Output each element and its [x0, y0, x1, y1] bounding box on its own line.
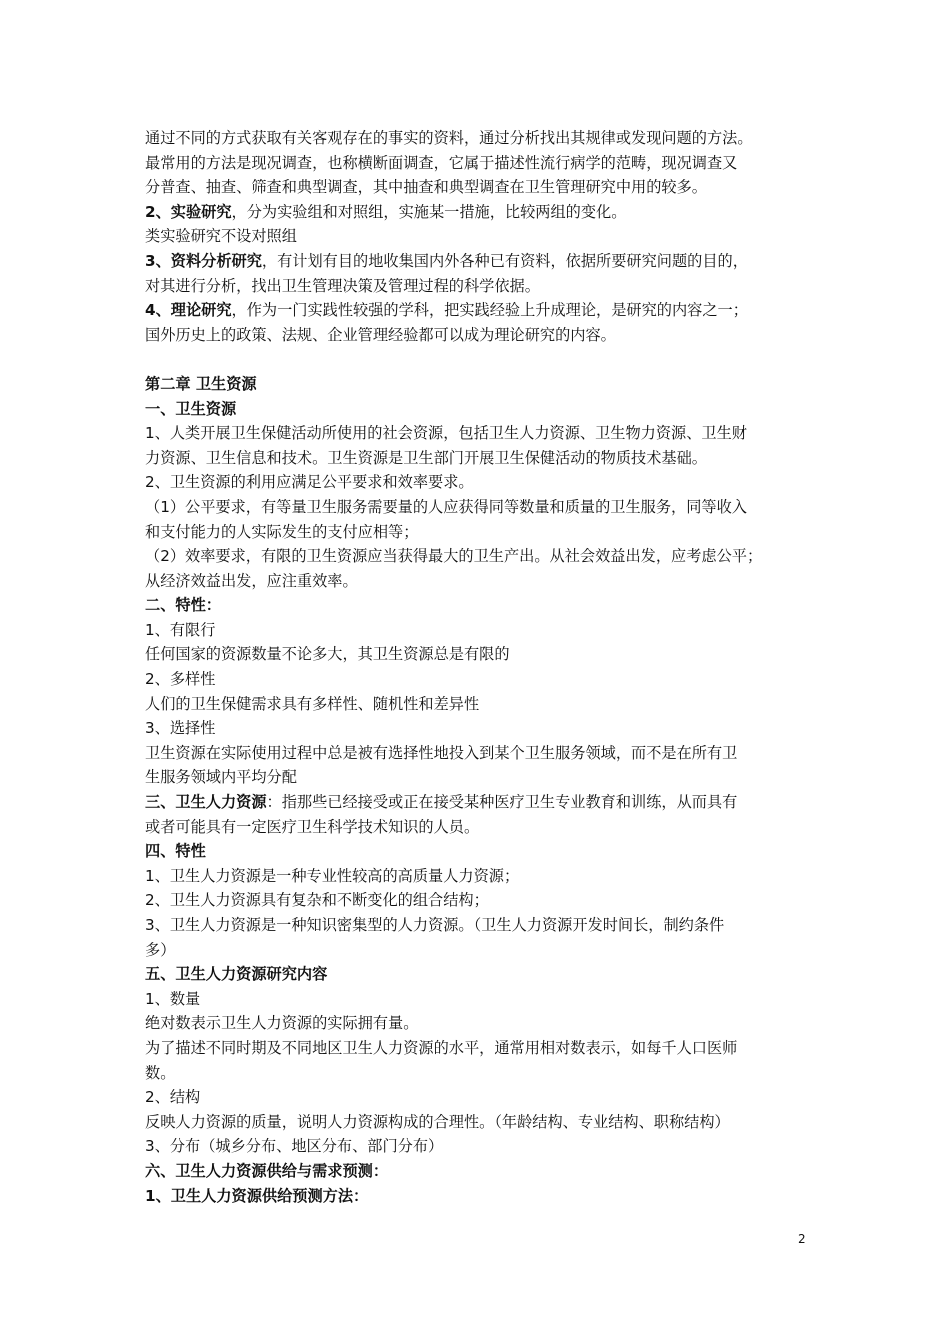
text-line: [145, 470, 817, 495]
body-text: 为了描述不同时期及不同地区卫生人力资源的水平，通常用相对数表示，如每千人口医师: [145, 1038, 738, 1057]
body-text: ，有计划有目的地收集国内外各种已有资料，依据所要研究问题的目的，: [261, 251, 748, 270]
body-text: 1、数量: [145, 989, 201, 1008]
text-line: [145, 274, 817, 299]
text-line: [145, 446, 817, 471]
text-line: [145, 569, 817, 594]
text-line: [145, 790, 817, 815]
body-text: 绝对数表示卫生人力资源的实际拥有量。: [145, 1014, 419, 1033]
text-line: [145, 249, 817, 274]
bold-heading-text: 五、卫生人力资源研究内容: [145, 965, 328, 984]
body-text: 数。: [145, 1063, 176, 1082]
body-text: 2、卫生人力资源具有复杂和不断变化的组合结构；: [145, 891, 489, 910]
body-text: 生服务领域内平均分配: [145, 768, 297, 787]
text-line: [145, 298, 817, 323]
text-line: [145, 1036, 817, 1061]
body-text: 或者可能具有一定医疗卫生科学技术知识的人员。: [145, 817, 480, 836]
bold-heading-text: 3、资料分析研究: [145, 251, 262, 270]
bold-heading-text: 六、卫生人力资源供给与需求预测：: [145, 1161, 388, 1180]
body-text: 1、卫生人力资源是一种专业性较高的高质量人力资源；: [145, 866, 520, 885]
body-text: 人们的卫生保健需求具有多样性、随机性和差异性: [145, 694, 480, 713]
body-text: 国外历史上的政策、法规、企业管理经验都可以成为理论研究的内容。: [145, 325, 616, 344]
body-text: ：指那些已经接受或正在接受某种医疗卫生专业教育和训练，从而具有: [266, 793, 738, 812]
text-line: [145, 938, 817, 963]
text-line: [145, 544, 817, 569]
body-text: 2、结构: [145, 1088, 201, 1107]
text-line: [145, 520, 817, 545]
body-text: ，作为一门实践性较强的学科，把实践经验上升成理论，是研究的内容之一；: [231, 301, 748, 320]
body-text: 通过不同的方式获取有关客观存在的事实的资料，通过分析找出其规律或发现问题的方法。: [145, 129, 753, 147]
bold-heading-text: 4、理论研究: [145, 301, 232, 320]
bold-heading-text: 2、实验研究: [145, 202, 232, 221]
body-text: （2）效率要求，有限的卫生资源应当获得最大的卫生产出。从社会效益出发，应考虑公平；: [145, 547, 763, 566]
body-text: 力资源、卫生信息和技术。卫生资源是卫生部门开展卫生保健活动的物质技术基础。: [145, 448, 707, 467]
body-text: 最常用的方法是现况调查，也称横断面调查，它属于描述性流行病学的范畴，现况调查又: [145, 153, 738, 172]
text-line: [145, 839, 817, 864]
body-text: 对其进行分析，找出卫生管理决策及管理过程的科学依据。: [145, 276, 540, 295]
body-text: 2、卫生资源的利用应满足公平要求和效率要求。: [145, 473, 474, 492]
text-line: [145, 913, 817, 938]
text-line: [145, 175, 817, 200]
bold-heading-text: 一、卫生资源: [145, 399, 237, 418]
body-text: 反映人力资源的质量，说明人力资源构成的合理性。（年龄结构、专业结构、职称结构）: [145, 1112, 730, 1131]
text-line: [145, 987, 817, 1012]
text-line: [145, 323, 817, 348]
body-text: 卫生资源在实际使用过程中总是被有选择性地投入到某个卫生服务领域，而不是在所有卫: [145, 743, 738, 762]
body-text: （1）公平要求，有等量卫生服务需要量的人应获得同等数量和质量的卫生服务，同等收入: [145, 497, 747, 516]
text-line: [145, 1085, 817, 1110]
body-text: 3、选择性: [145, 719, 216, 738]
text-line: [145, 372, 817, 397]
text-line: [145, 741, 817, 766]
text-line: [145, 1110, 817, 1135]
text-line: [145, 888, 817, 913]
page-number: 2: [798, 1232, 806, 1246]
text-line: [145, 962, 817, 987]
body-text: 1、有限行: [145, 620, 216, 639]
body-text: 多）: [145, 940, 176, 959]
text-line: [145, 224, 817, 249]
body-text: 3、分布（城乡分布、地区分布、部门分布）: [145, 1137, 444, 1156]
text-line: [145, 126, 817, 151]
bold-heading-text: 二、特性：: [145, 596, 221, 615]
text-line: [145, 1011, 817, 1036]
document-body: [145, 126, 817, 1208]
bold-heading-text: 第二章 卫生资源: [145, 374, 257, 393]
blank-line: [145, 347, 817, 372]
body-text: 从经济效益出发，应注重效率。: [145, 571, 358, 590]
text-line: [145, 864, 817, 889]
body-text: ，分为实验组和对照组，实施某一措施，比较两组的变化。: [231, 202, 627, 221]
text-line: [145, 618, 817, 643]
body-text: 和支付能力的人实际发生的支付应相等；: [145, 522, 419, 541]
bold-heading-text: 三、卫生人力资源: [145, 793, 267, 812]
text-line: [145, 397, 817, 422]
text-line: [145, 1184, 817, 1209]
text-line: [145, 200, 817, 225]
body-text: 类实验研究不设对照组: [145, 227, 297, 246]
text-line: [145, 1159, 817, 1184]
bold-heading-text: 四、特性: [145, 842, 206, 861]
body-text: 1、人类开展卫生保健活动所使用的社会资源，包括卫生人力资源、卫生物力资源、卫生财: [145, 424, 747, 443]
text-line: [145, 495, 817, 520]
text-line: [145, 642, 817, 667]
text-line: [145, 815, 817, 840]
text-line: [145, 421, 817, 446]
body-text: 3、卫生人力资源是一种知识密集型的人力资源。（卫生人力资源开发时间长，制约条件: [145, 916, 725, 934]
bold-heading-text: 1、卫生人力资源供给预测方法：: [145, 1186, 369, 1205]
text-line: [145, 716, 817, 741]
text-line: [145, 1061, 817, 1086]
text-line: [145, 692, 817, 717]
text-line: [145, 151, 817, 176]
text-line: [145, 1134, 817, 1159]
text-line: [145, 593, 817, 618]
text-line: [145, 765, 817, 790]
body-text: 任何国家的资源数量不论多大，其卫生资源总是有限的: [145, 645, 510, 664]
body-text: 2、多样性: [145, 670, 216, 689]
body-text: 分普查、抽查、筛查和典型调查，其中抽查和典型调查在卫生管理研究中用的较多。: [145, 178, 707, 197]
text-line: [145, 667, 817, 692]
